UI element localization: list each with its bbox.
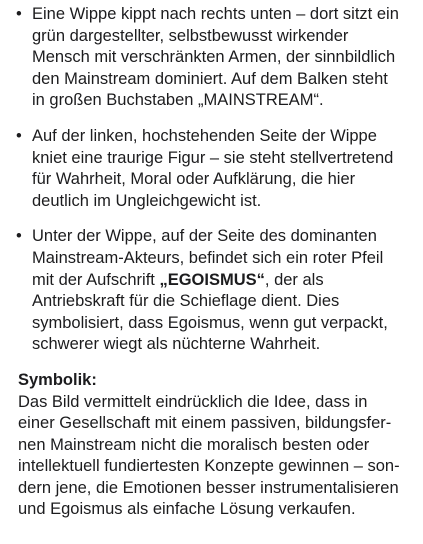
section-line: und Egoismus als einfache Lösung verkaufen. xyxy=(18,500,356,519)
section-line: nen Mainstream nicht die moralisch besten oder xyxy=(18,435,370,454)
bullet-line: Unter der Wippe, auf der Seite des dominanten xyxy=(32,227,377,246)
bullet-line-mixed xyxy=(32,270,413,292)
bullet-line: den Mainstream dominiert. Auf dem Balken steht xyxy=(32,69,388,88)
bullet-line: Mainstream-Akteurs, befindet sich ein roter Pfeil xyxy=(32,248,384,267)
bullet-line: grün dargestellter, selbstbewusst wirkender xyxy=(32,26,349,45)
section-line: einer Gesellschaft mit einem passiven, bildungsfer- xyxy=(18,414,392,433)
bullet-list xyxy=(0,4,423,356)
bullet-line: symbolisiert, dass Egoismus, wenn gut verpackt, xyxy=(32,313,388,332)
section-line: Das Bild vermittelt eindrücklich die Idee, dass in xyxy=(18,392,368,411)
bullet-item-sad-figure xyxy=(0,126,423,212)
bullet-line: deutlich im Ungleichgewicht ist. xyxy=(32,191,262,210)
section-body xyxy=(0,392,423,522)
bullet-item-egoism-arrow xyxy=(0,226,423,356)
bullet-line: für Wahrheit, Moral oder Aufklärung, die hier xyxy=(32,170,356,189)
bullet-text: mit der Aufschrift xyxy=(32,270,160,289)
bullet-line: schwerer wiegt als nüchterne Wahrheit. xyxy=(32,335,321,354)
section-line: dern jene, die Emotionen besser instrumentalisieren xyxy=(18,478,399,497)
bullet-line: Eine Wippe kippt nach rechts unten – dort sitzt ein xyxy=(32,5,399,23)
bullet-dot-icon: • xyxy=(16,227,22,246)
symbolik-section xyxy=(0,370,423,521)
section-heading: Symbolik: xyxy=(18,370,97,389)
bullet-line: Mensch mit verschränkten Armen, der sinnbildlich xyxy=(32,48,396,67)
bullet-dot-icon: • xyxy=(16,5,22,23)
bullet-line: Antriebskraft für die Schieflage dient. Dies xyxy=(32,292,340,311)
bullet-line: Auf der linken, hochstehenden Seite der Wippe xyxy=(32,126,377,145)
bullet-item-seesaw xyxy=(0,4,423,112)
bullet-line: in großen Buchstaben „MAINSTREAM“. xyxy=(32,91,324,110)
section-line: intellektuell fundiertesten Konzepte gewinnen – son- xyxy=(18,457,400,476)
egoismus-bold-label: „EGOISMUS“ xyxy=(159,270,265,289)
bullet-text: , der als xyxy=(264,270,324,289)
bullet-line: kniet eine traurige Figur – sie steht stellvertretend xyxy=(32,148,394,167)
bullet-dot-icon: • xyxy=(16,126,22,145)
